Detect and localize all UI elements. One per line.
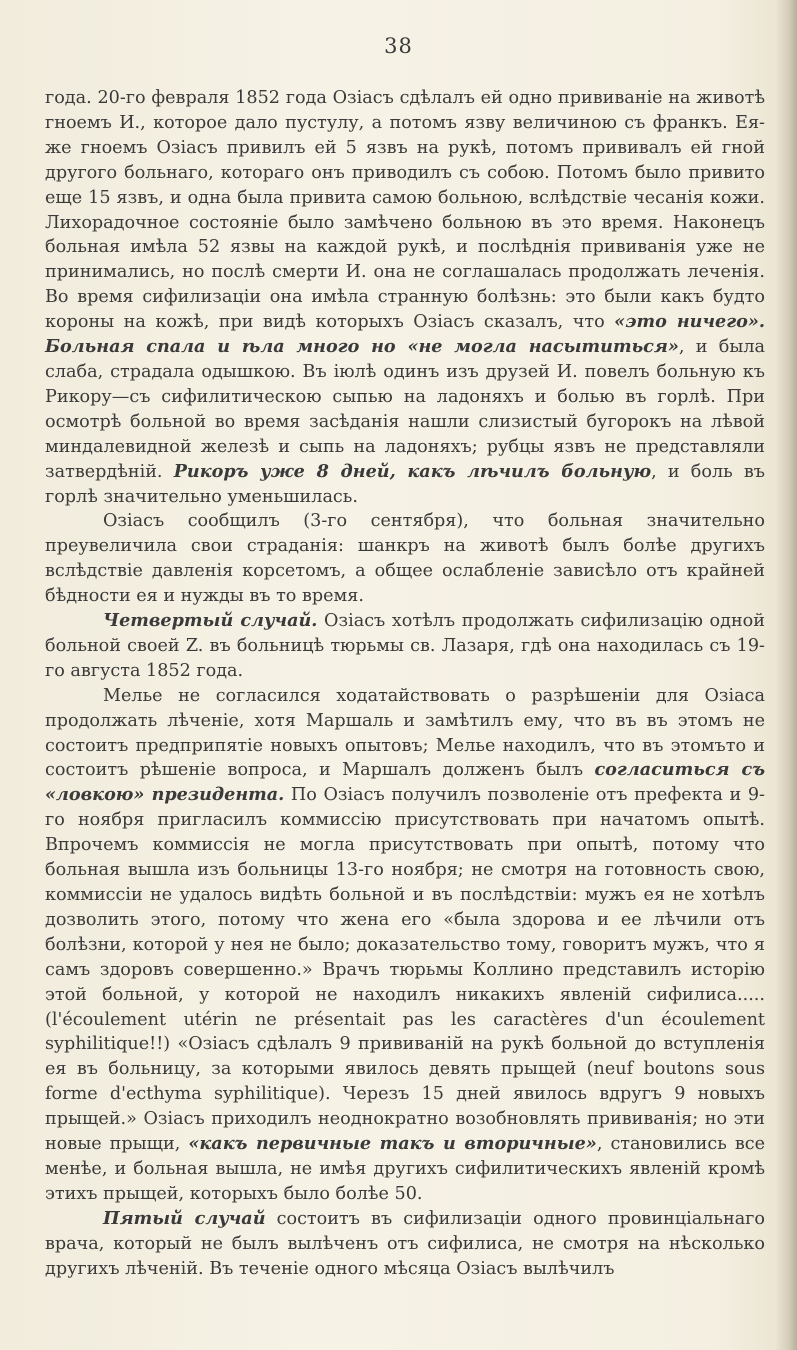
text-segment: Озіасъ хотѣлъ продолжать сифилизацію одной больной своей Z. въ больницѣ тюрьмы св. Лазаря, гдѣ она находилась съ 19-го августа 1852 года. [45,611,765,681]
page-number: 38 [384,34,413,58]
paragraph [45,509,765,609]
emphasized-text: согласиться съ «ловкою» президента. [45,759,765,806]
text-segment: Озіасъ сообщилъ (3-го сентября), что больная значительно преувеличила свои страданія: шанкръ на животѣ былъ болѣе другихъ вслѣдствіе давленія корсетомъ, а общее ослабленіе зависѣло отъ крайней бѣдности ея и нужды въ то время. [45,511,765,607]
text-segment: состоитъ въ сифилизаціи одного провинціальнаго врача, который не былъ вылѣченъ отъ сифилиса, не смотря на нѣсколько другихъ лѣченій. Въ теченіе одного мѣсяца Озіасъ вылѣчилъ [45,1208,765,1279]
emphasized-text: Четвертый случай. [103,610,318,632]
paragraph [45,609,765,684]
page-edge-shadow [775,0,797,1350]
emphasized-text: Пятый случай [103,1207,266,1229]
text-segment: Мелье не согласился ходатайствовать о разрѣшеніи для Озіаса продолжать лѣченіе, хотя Маршаль и замѣтилъ ему, что въ въ этомъ не состоитъ предприпятіе новыхъ опытовъ; Мелье находилъ, что въ этомъто и состоитъ рѣшеніе вопроса, и Маршалъ долженъ былъ [45,685,765,781]
emphasized-text: «это ничего». Больная спала и ѣла много но «не могла насытиться» [45,311,765,358]
text-segment: , и боль въ горлѣ значительно уменьшилась. [45,461,766,507]
paragraph [45,684,765,1207]
text-segment: , становились все менѣе, и больная вышла, не имѣя другихъ сифилитическихъ явленій кромѣ этихъ прыщей, которыхъ было болѣе 50. [45,1134,766,1204]
paragraph [45,86,765,509]
body-text [45,86,765,1282]
text-segment: , и была слаба, страдала одышкою. Въ іюлѣ одинъ изъ друзей И. повелъ больную къ Рикору—съ сифилитическою сыпью на ладоняхъ и болью въ горлѣ. При осмотрѣ больной во время засѣданія нашли слизистый бугорокъ на лѣвой миндалевидной железѣ и сыпь на ладоняхъ; рубцы язвъ не представляли затвердѣній. [45,337,765,482]
paragraph [45,1207,765,1282]
emphasized-text: «какъ первичные такъ и вторичные» [188,1133,597,1155]
emphasized-text: Рикоръ уже 8 дней, какъ лѣчилъ больную [173,460,652,482]
text-segment: По Озіасъ получилъ позволеніе отъ префекта и 9-го ноября пригласилъ коммиссію присутствовать при начатомъ опытѣ. Впрочемъ коммиссія не могла присутствовать при опытѣ, потому что больная вышла изъ больницы 13-го ноября; не смотря на готовность свою, коммиссіи не удалось видѣть больной и въ послѣдствіи: мужъ ея не хотѣлъ дозволить этого, потому что жена его «была здорова и ее лѣчили отъ болѣзни, которой у нея не было; доказательство тому, говоритъ мужъ, что я самъ здоровъ совершенно.» Врачъ тюрьмы Коллино представилъ исторію этой больной, у которой не находилъ никакихъ явленій сифилиса..... (l'écoulement utérin ne présentait pas les caractères d'un écoulement syphilitique!!) «Озіасъ сдѣлалъ 9 прививаній на рукѣ больной до вступленія ея въ больницу, за которыми явилось девять прыщей (neuf boutons sous forme d'ecthyma syphilitique). Черезъ 15 дней явилось вдругъ 9 новыхъ прыщей.» Озіасъ приходилъ неоднократно возобновлять прививанія; но эти новые прыщи, [45,785,766,1155]
text-segment: года. 20-го февраля 1852 года Озіасъ сдѣлалъ ей одно прививаніе на животѣ гноемъ И., которое дало пустулу, а потомъ язву величиною съ франкъ. Ея-же гноемъ Озіасъ привилъ ей 5 язвъ на рукѣ, потомъ прививалъ ей гной другого больнаго, котораго онъ приводилъ съ собою. Потомъ было привито еще 15 язвъ, и одна была привита самою больною, вслѣдствіе чесанія кожи. Лихорадочное состояніе было замѣчено больною въ это время. Наконецъ больная имѣла 52 язвы на каждой рукѣ, и послѣднія прививанія уже не принимались, но послѣ смерти И. она не соглашалась продолжать леченія. Во время сифилизаціи она имѣла странную болѣзнь: это были какъ будто короны на кожѣ, при видѣ которыхъ Озіасъ сказалъ, что [45,88,765,333]
